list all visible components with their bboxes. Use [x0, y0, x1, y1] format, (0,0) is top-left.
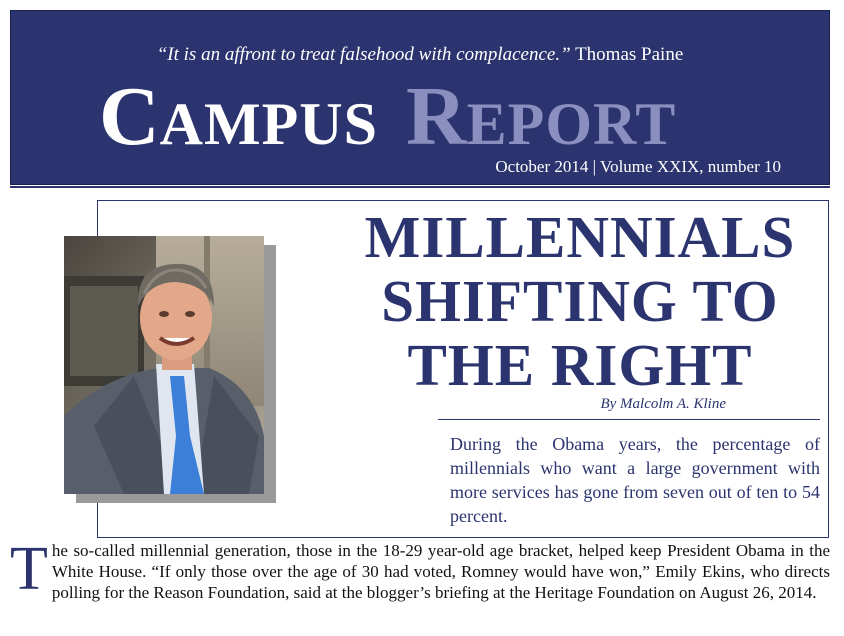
title-word1-initial: C [99, 70, 160, 163]
author-photo-image [64, 236, 264, 494]
masthead-quote: “It is an affront to treat falsehood with complacence.” [156, 44, 571, 65]
publication-title-word1 [99, 70, 378, 163]
article-body [10, 535, 830, 603]
masthead-quote-author: Thomas Paine [575, 44, 684, 65]
headline-line: MILLENNIALS [364, 204, 796, 270]
masthead-quote-line [11, 45, 829, 64]
headline-line: THE RIGHT [407, 332, 753, 398]
article-headline [340, 205, 820, 397]
title-word1-rest: AMPUS [159, 91, 378, 157]
byline: By Malcolm A. Kline [600, 396, 726, 412]
title-word2-rest: EPORT [466, 91, 677, 157]
issue-info: October 2014 | Volume XXIX, number 10 [495, 157, 781, 176]
drop-cap: T [10, 535, 48, 603]
article-dek: During the Obama years, the percentage of millennials who want a large government with more services has gone from seven out of ten to 54 percent. [450, 434, 820, 526]
publication-title-word2 [405, 70, 677, 163]
byline-divider [438, 419, 820, 420]
masthead-divider [10, 186, 830, 188]
masthead [10, 10, 830, 185]
author-photo [64, 236, 264, 494]
publication-title [99, 70, 677, 163]
headline-line: SHIFTING TO [381, 268, 779, 334]
body-paragraph: he so-called millennial generation, those in the 18-29 year-old age bracket, helped keep President Obama in the White House. “If only those over the age of 30 had voted, Romney would have won,” Emily Ekins, who directs polling for the Reason Foundation, said at the blogger’s briefing at the Heritage Foundation on August 26, 2014. [51, 541, 830, 602]
title-word2-initial: R [405, 70, 467, 163]
